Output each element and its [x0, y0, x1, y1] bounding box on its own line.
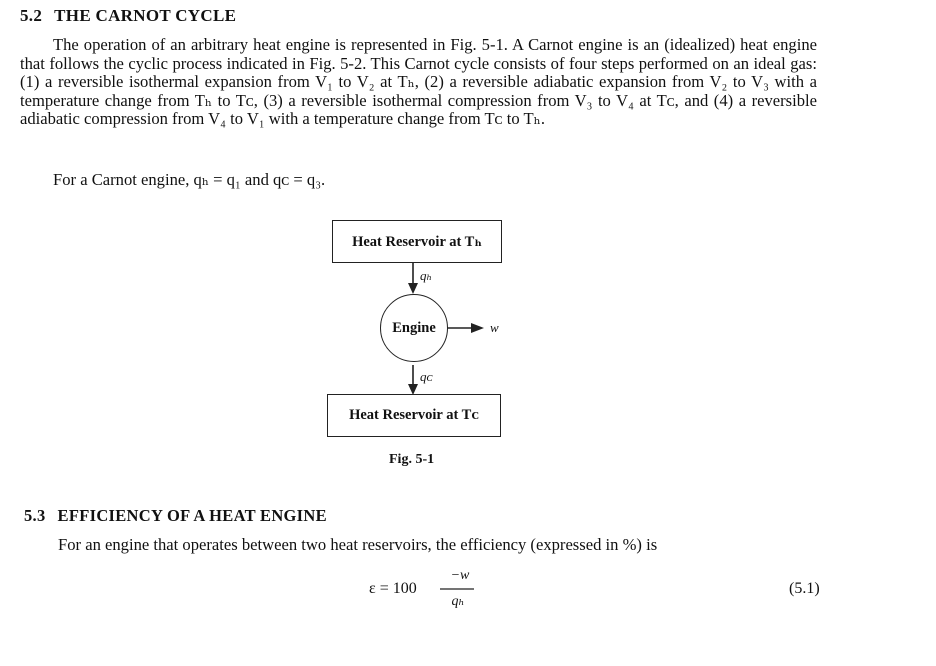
hot-reservoir-box	[332, 220, 502, 263]
equation-denominator: qₕ	[451, 594, 465, 609]
figure-caption: Fig. 5-1	[389, 452, 435, 467]
equation-numerator: −w	[450, 568, 470, 583]
carnot-paragraph-text: The operation of an arbitrary heat engine is represented in Fig. 5-1. A Carnot engine is an (idealized) heat engine that follows the cyclic process indicated in Fig. 5-2. This Carnot cycle consists of four steps performed on an ideal gas: (1) a reversible isothermal expansion from V₁ to V₂ at Tₕ, (2) a reversible adiabatic expansion from V₂ to V₃ with a temperature change from Tₕ to Tᴄ, (3) a reversible isothermal compression from V₃ to V₄ at Tᴄ, and (4) a reversible adiabatic compression from V₄ to V₁ with a temperature change from Tᴄ to Tₕ.	[20, 35, 817, 129]
qh-label: qₕ	[420, 268, 433, 283]
work-label: w	[490, 320, 499, 335]
engine-label: Engine	[392, 319, 436, 336]
w-arrowhead	[471, 323, 484, 333]
qc-label: qᴄ	[420, 369, 433, 384]
qh-arrowhead	[408, 283, 418, 294]
carnot-engine-line: For a Carnot engine, qₕ = q₁ and qᴄ = q₃.	[53, 170, 326, 189]
efficiency-paragraph: For an engine that operates between two heat reservoirs, the efficiency (expressed in %) is	[58, 535, 658, 554]
fraction-bar	[440, 587, 476, 591]
equation-number: (5.1)	[789, 580, 820, 597]
section-title: THE CARNOT CYCLE	[54, 6, 237, 25]
equation-lhs: ε = 100	[369, 580, 417, 597]
section-number: 5.3	[24, 506, 46, 525]
cold-reservoir-label: Heat Reservoir at Tᴄ	[349, 407, 479, 423]
cold-reservoir-box	[327, 394, 501, 437]
section-title: EFFICIENCY OF A HEAT ENGINE	[57, 506, 327, 525]
section-number: 5.2	[20, 6, 43, 25]
engine-circle	[380, 294, 448, 362]
hot-reservoir-label: Heat Reservoir at Tₕ	[352, 233, 482, 250]
section-heading-5-3	[24, 506, 327, 526]
